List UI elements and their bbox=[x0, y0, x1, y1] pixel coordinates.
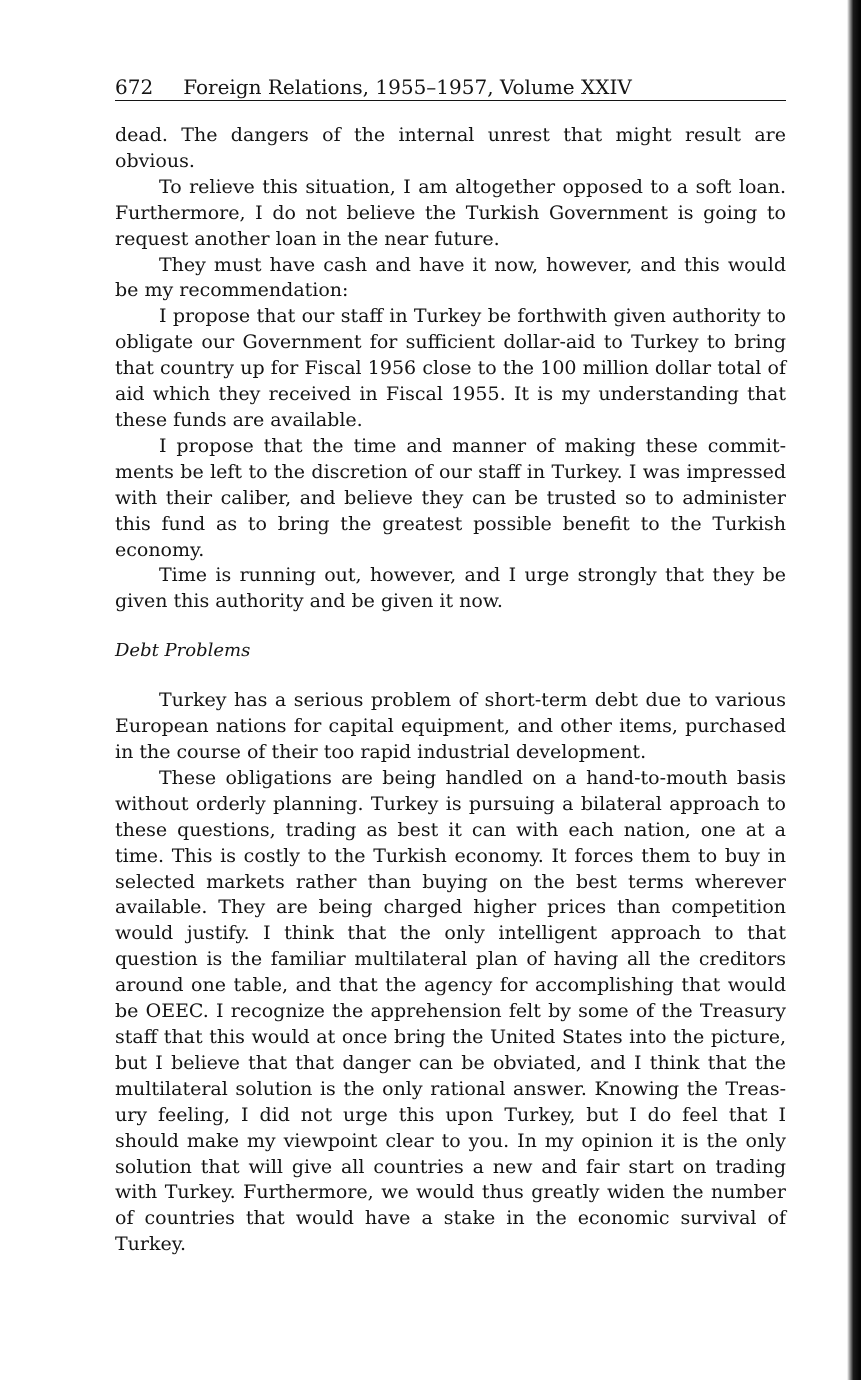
page-edge-shadow bbox=[847, 0, 861, 1380]
section-heading: Debt Problems bbox=[115, 640, 251, 662]
document-page bbox=[115, 74, 786, 1258]
paragraph: I propose that our staff in Turkey be forthwith given authority to obligate our Government for sufficient dollar-aid to Turkey to bring that country up for Fiscal 1956 close to the 100 million dollar total of aid which they received in Fiscal 1955. It is my understanding that these funds are available. bbox=[115, 305, 786, 431]
paragraph: They must have cash and have it now, however, and this would be my recommendation: bbox=[115, 253, 786, 302]
paragraph: These obligations are being handled on a hand-to-mouth basis without orderly planning. Turkey is pursuing a bilateral approach to these questions, trading as best it can with each nation, one at a time. This is costly to the Turkish economy. It forces them to buy in selected markets rather than buying on the best terms wherever available. They are being charged higher prices than competition would justify. I think that the only intelligent approach to that question is the familiar multilateral plan of having all the creditors around one table, and that the agency for accomplishing that would be OEEC. I recognize the apprehension felt by some of the Treasury staff that this would at once bring the United States into the picture, but I believe that that danger can be obviated, and I think that the multilateral solution is the only rational answer. Knowing the Treasury feeling, I did not urge this upon Turkey, but I do feel that I should make my viewpoint clear to you. In my opinion it is the only solution that will give all countries a new and fair start on trading with Turkey. Furthermore, we would thus greatly widen the number of countries that would have a stake in the economic survival of Turkey. bbox=[115, 766, 786, 1256]
paragraph: To relieve this situation, I am altogether opposed to a soft loan. Furthermore, I do not believe the Turkish Government is going to request another loan in the near future. bbox=[115, 175, 786, 250]
running-header bbox=[115, 74, 786, 101]
paragraph: Time is running out, however, and I urge strongly that they be given this authority and be given it now. bbox=[115, 564, 786, 613]
paragraph: I propose that the time and manner of making these commitments be left to the discretion of our staff in Turkey. I was impressed with their caliber, and believe they can be trusted so to administer this fund as to bring the greatest possible benefit to the Turkish economy. bbox=[115, 434, 786, 561]
paragraph: Turkey has a serious problem of short-term debt due to various European nations for capital equipment, and other items, purchased in the course of their too rapid industrial development. bbox=[115, 689, 786, 764]
body-text bbox=[115, 123, 786, 1258]
paragraph-continued: dead. The dangers of the internal unrest that might result are obvious. bbox=[115, 124, 786, 172]
publication-title: Foreign Relations, 1955–1957, Volume XXIV bbox=[183, 75, 632, 99]
page-number: 672 bbox=[115, 75, 154, 99]
